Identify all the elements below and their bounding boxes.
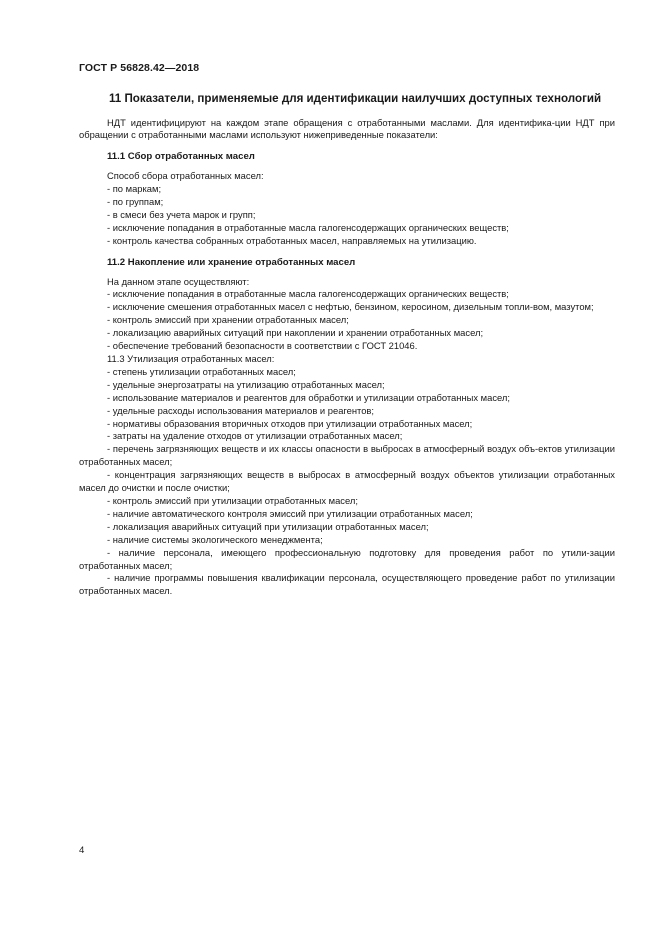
- section-11-2-lead: На данном этапе осуществляют:: [107, 275, 250, 287]
- section-11-2-title: 11.2 Накопление или хранение отработанных масел: [107, 256, 356, 268]
- list-item: - степень утилизации отработанных масел;: [107, 365, 296, 377]
- list-item: - наличие автоматического контроля эмиссий при утилизации отработанных масел;: [107, 507, 473, 519]
- list-item: - наличие персонала, имеющего профессиональную подготовку для проведения работ по утили-зации отработанных масел;: [79, 546, 615, 571]
- list-item: - локализацию аварийных ситуаций при накоплении и хранении отработанных масел;: [107, 327, 484, 339]
- list-item: - наличие системы экологического менеджмента;: [107, 533, 323, 545]
- list-item: - нормативы образования вторичных отходов при утилизации отработанных масел;: [107, 417, 473, 429]
- list-item: - затраты на удаление отходов от утилизации отработанных масел;: [107, 430, 403, 442]
- list-item: - контроль эмиссий при утилизации отработанных масел;: [107, 494, 358, 506]
- list-item: - концентрация загрязняющих веществ в выбросах в атмосферный воздух объектов утилизации отработанных масел до очистки и после очистки;: [79, 469, 615, 494]
- document-id: ГОСТ Р 56828.42—2018: [79, 62, 200, 74]
- list-item: - удельные энергозатраты на утилизацию отработанных масел;: [107, 378, 385, 390]
- section-11-intro: НДТ идентифицируют на каждом этапе обращения с отработанными маслами. Для идентифика-ции НДТ при обращении с отработанными маслами используют нижеприведенные показатели:: [79, 116, 615, 141]
- section-11-title: 11 Показатели, применяемые для идентификации наилучших доступных технологий: [109, 92, 602, 105]
- section-11-1-title: 11.1 Сбор отработанных масел: [107, 151, 255, 163]
- list-item: - наличие программы повышения квалификации персонала, осуществляющего проведение работ по утилизации отработанных масел.: [79, 572, 615, 597]
- document-body: [79, 92, 615, 598]
- list-item: - удельные расходы использования материалов и реагентов;: [107, 404, 375, 416]
- list-item: - исключение попадания в отработанные масла галогенсодержащих органических веществ;: [107, 221, 509, 233]
- list-item: - исключение попадания в отработанные масла галогенсодержащих органических веществ;: [107, 288, 509, 300]
- list-item: - использование материалов и реагентов для обработки и утилизации отработанных масел;: [107, 391, 510, 403]
- page-number: 4: [79, 845, 85, 856]
- list-item: - контроль качества собранных отработанных масел, направляемых на утилизацию.: [107, 234, 477, 246]
- list-item: - локализация аварийных ситуаций при утилизации отработанных масел;: [107, 520, 429, 532]
- list-item: - по маркам;: [107, 183, 162, 195]
- list-item: - исключение смешения отработанных масел с нефтью, бензином, керосином, дизельным топли-вом, мазутом;: [107, 301, 594, 313]
- list-item: - в смеси без учета марок и групп;: [107, 208, 256, 220]
- section-11-3-lead: 11.3 Утилизация отработанных масел:: [107, 353, 275, 364]
- list-item: - контроль эмиссий при хранении отработанных масел;: [107, 314, 349, 326]
- list-item: - перечень загрязняющих веществ и их классы опасности в выбросах в атмосферный воздух объ-ектов утилизации отработанных масел;: [79, 443, 615, 468]
- list-item: - по группам;: [107, 196, 164, 208]
- section-11-1-lead: Способ сбора отработанных масел:: [107, 170, 264, 182]
- list-item: - обеспечение требований безопасности в соответствии с ГОСТ 21046.: [107, 340, 418, 352]
